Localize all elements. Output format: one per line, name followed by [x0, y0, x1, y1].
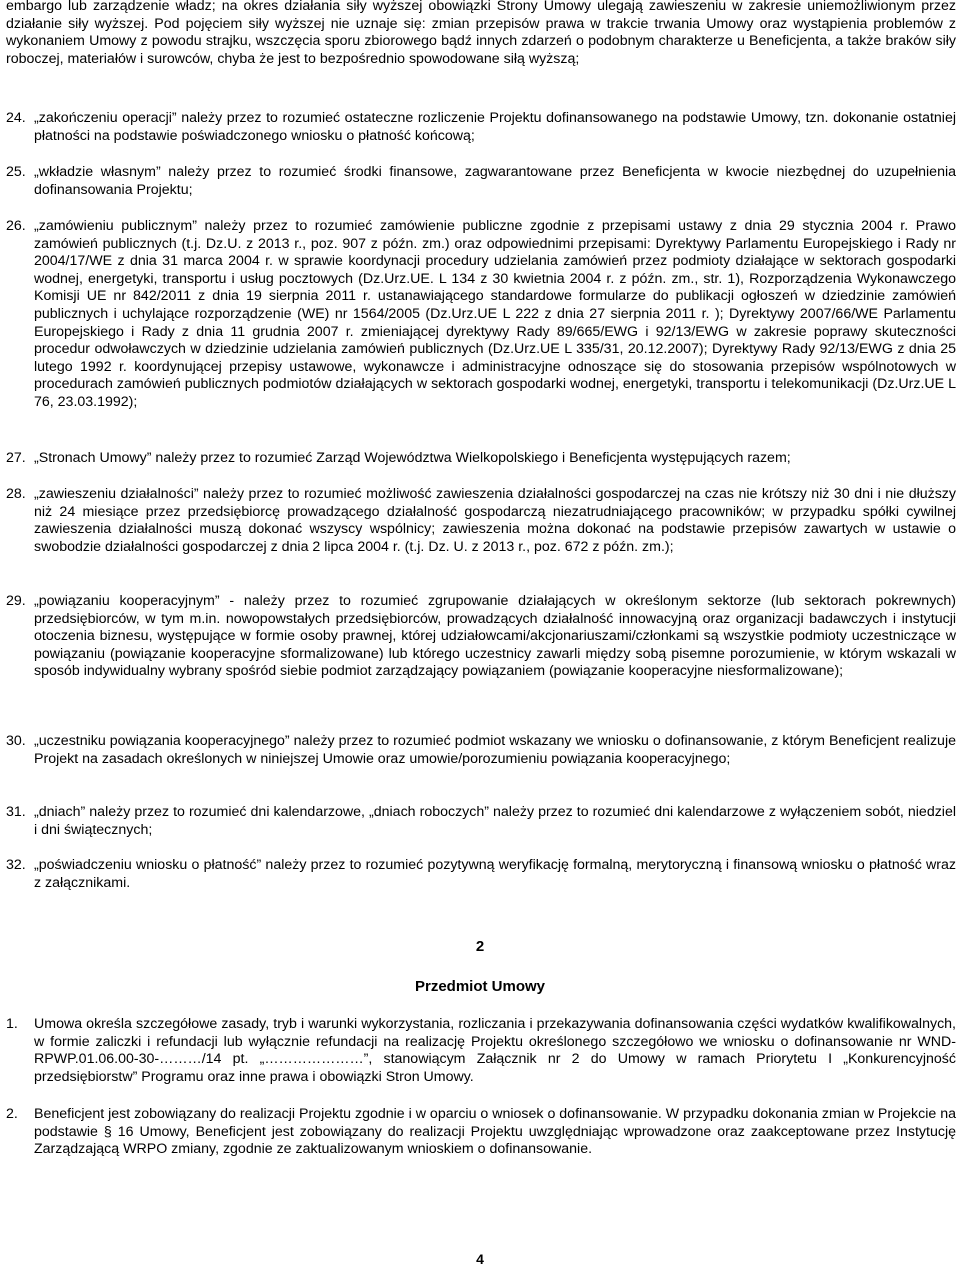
- definition-27: [6, 450, 956, 468]
- section-number: 2: [475, 938, 485, 955]
- item-number: 24.: [6, 110, 26, 126]
- item-text: „powiązaniu kooperacyjnym” - należy przez to rozumieć zgrupowanie działających w określonym sektorze (lub sektorach pokrewnych) przedsiębiorców, w tym m.in. nowopowstałych przedsiębiorców, prowadzących działalność innowacyjną oraz organizacji badawczych i instytucji otoczenia biznesu, występujące w formie osoby prawnej, której udziałowcami/akcjonariuszami/członkami są wszystkie podmioty uczestniczące w powiązaniu (powiązanie kooperacyjne sformalizowane) lub którego uczestnicy zawarli między sobą pisemne porozumienie, w którym wskazali w sposób indywidualny wybrany spośród siebie podmiot zarządzający powiązaniem (powiązanie kooperacyjne niesformalizowane);: [34, 593, 956, 680]
- definition-32: [6, 857, 956, 892]
- continuation-paragraph: embargo lub zarządzenie władz; na okres działania siły wyższej obowiązki Strony Umowy ulegają zawieszeniu w zakresie uniemożliwionym przez działanie siły wyższej. Pod pojęciem siły wyższej nie uznaje się: zmian przepisów prawa w trakcie trwania Umowy oraz wystąpienia problemów z wykonaniem Umowy z powodu strajku, wszczęcia sporu zbiorowego bądź innych zdarzeń o podobnym charakterze u Beneficjenta, a także braków siły roboczej, materiałów i surowców, chyba że jest to bezpośrednio spowodowane siłą wyższą;: [6, 0, 956, 67]
- item-number: 1.: [6, 1016, 18, 1032]
- definition-31: [6, 804, 956, 839]
- item-text: „zamówieniu publicznym” należy przez to rozumieć zamówienie publiczne zgodnie z przepisami ustawy z dnia 29 stycznia 2004 r. Prawo zamówień publicznych (t.j. Dz.U. z 2013 r., poz. 907 z późn. zm.) oraz odpowiednimi przepisami: Dyrektywy Parlamentu Europejskiego i Rady nr 2004/17/WE z dnia 31 marca 2004 r. w sprawie koordynacji procedury udzielania zamówień przez podmioty działające w sektorach gospodarki wodnej, energetyki, transportu i usług pocztowych (Dz.Urz.UE. L 134 z 30 kwietnia 2004 r. z późn. zm., str. 1), Rozporządzenia Wykonawczego Komisji UE nr 842/2011 z dnia 19 sierpnia 2011 r. ustanawiającego standardowe formularze do publikacji ogłoszeń w dziedzinie zamówień publicznych i uchylające rozporządzenie (WE) nr 1564/2005 (Dz.Urz.UE L 222 z dnia 27 sierpnia 2011 r. ); Dyrektywy 2007/66/WE Parlamentu Europejskiego i Rady z dnia 11 grudnia 2007 r. zmieniającej dyrektywy Rady 89/665/EWG i 92/13/EWG w zakresie poprawy skuteczności procedur odwoławczych w dziedzinie udzielania zamówień publicznych (Dz.Urz.UE L 335/31, 20.12.2007); Dyrektywy Rady 92/13/EWG z dnia 25 lutego 1992 r. koordynującej przepisy ustawowe, wykonawcze i administracyjne odnoszące się do stosowania przepisów wspólnotowych w procedurach zamówień publicznych podmiotów działających w sektorach gospodarki wodnej, energetyki, transportu i telekomunikacji (Dz.Urz.UE L 76, 23.03.1992);: [34, 218, 956, 410]
- clause-1: [6, 1016, 956, 1086]
- item-number: 32.: [6, 857, 26, 873]
- item-number: 25.: [6, 164, 26, 180]
- item-text: „zawieszeniu działalności” należy przez to rozumieć możliwość zawieszenia działalności gospodarczej na czas nie krótszy niż 30 dni i nie dłuższy niż 24 miesiące przez przedsiębiorcę prowadzącego działalność gospodarczą niezatrudniającego pracowników; w przypadku spółki cywilnej zawieszenia działalności muszą dokonać wszyscy wspólnicy; zawieszenia można dokonać na podstawie przepisów zawartych w ustawie o swobodzie działalności gospodarczej z dnia 2 lipca 2004 r. (t.j. Dz. U. z 2013 r., poz. 672 z późn. zm.);: [34, 486, 956, 555]
- definition-26: [6, 218, 956, 412]
- definition-24: [6, 110, 956, 145]
- item-text: Beneficjent jest zobowiązany do realizacji Projektu zgodnie i w oparciu o wniosek o dofinansowanie. W przypadku dokonania zmian w Projekcie na podstawie § 16 Umowy, Beneficjent jest zobowiązany do realizacji Projektu uwzględniając wprowadzone oraz zaakceptowane przez Instytucję Zarządzającą WRPO zmiany, zgodnie ze zaktualizowanym wnioskiem o dofinansowanie.: [34, 1106, 956, 1158]
- page-number: 4: [476, 1251, 484, 1267]
- item-text: „dniach” należy przez to rozumieć dni kalendarzowe, „dniach roboczych” należy przez to rozumieć dni kalendarzowe z wyłączeniem sobót, niedziel i dni świątecznych;: [34, 804, 956, 838]
- item-number: 31.: [6, 804, 26, 820]
- section-title: Przedmiot Umowy: [414, 978, 546, 995]
- item-number: 27.: [6, 450, 26, 466]
- definition-30: [6, 733, 956, 768]
- definition-29: [6, 593, 956, 681]
- definition-25: [6, 164, 956, 199]
- item-number: 30.: [6, 733, 26, 749]
- item-text: „poświadczeniu wniosku o płatność” należy przez to rozumieć pozytywną weryfikację formalną, merytoryczną i finansową wniosku o płatność wraz z załącznikami.: [34, 857, 956, 891]
- clause-2: [6, 1106, 956, 1159]
- item-text: „zakończeniu operacji” należy przez to rozumieć ostateczne rozliczenie Projektu dofinansowanego na podstawie Umowy, tzn. dokonanie ostatniej płatności na podstawie poświadczonego wniosku o płatność końcową;: [34, 110, 956, 144]
- item-number: 2.: [6, 1106, 18, 1122]
- item-number: 29.: [6, 593, 26, 609]
- item-text: Umowa określa szczegółowe zasady, tryb i warunki wykorzystania, rozliczania i przekazywania dofinansowania części wydatków kwalifikowalnych, w formie zaliczki i refundacji lub wyłącznie refundacji na realizację Projektu określonego szczegółowo we wniosku o dofinansowanie nr WND-RPWP.01.06.00-30-………/14 pt. „…………………”, stanowiącym Załącznik nr 2 do Umowy w ramach Priorytetu I „Konkurencyjność przedsiębiorstw” Programu oraz inne prawa i obowiązki Stron Umowy.: [34, 1016, 956, 1085]
- item-text: „uczestniku powiązania kooperacyjnego” należy przez to rozumieć podmiot wskazany we wniosku o dofinansowanie, z którym Beneficjent realizuje Projekt na zasadach określonych w niniejszej Umowie oraz umowie/porozumieniu powiązania kooperacyjnego;: [34, 733, 956, 767]
- item-number: 26.: [6, 218, 26, 234]
- definition-28: [6, 486, 956, 556]
- item-text: „wkładzie własnym” należy przez to rozumieć środki finansowe, zagwarantowane przez Beneficjenta w kwocie niezbędnej do uzupełnienia dofinansowania Projektu;: [34, 164, 956, 198]
- item-text: „Stronach Umowy” należy przez to rozumieć Zarząd Województwa Wielkopolskiego i Beneficjenta występujących razem;: [34, 450, 791, 466]
- item-number: 28.: [6, 486, 26, 502]
